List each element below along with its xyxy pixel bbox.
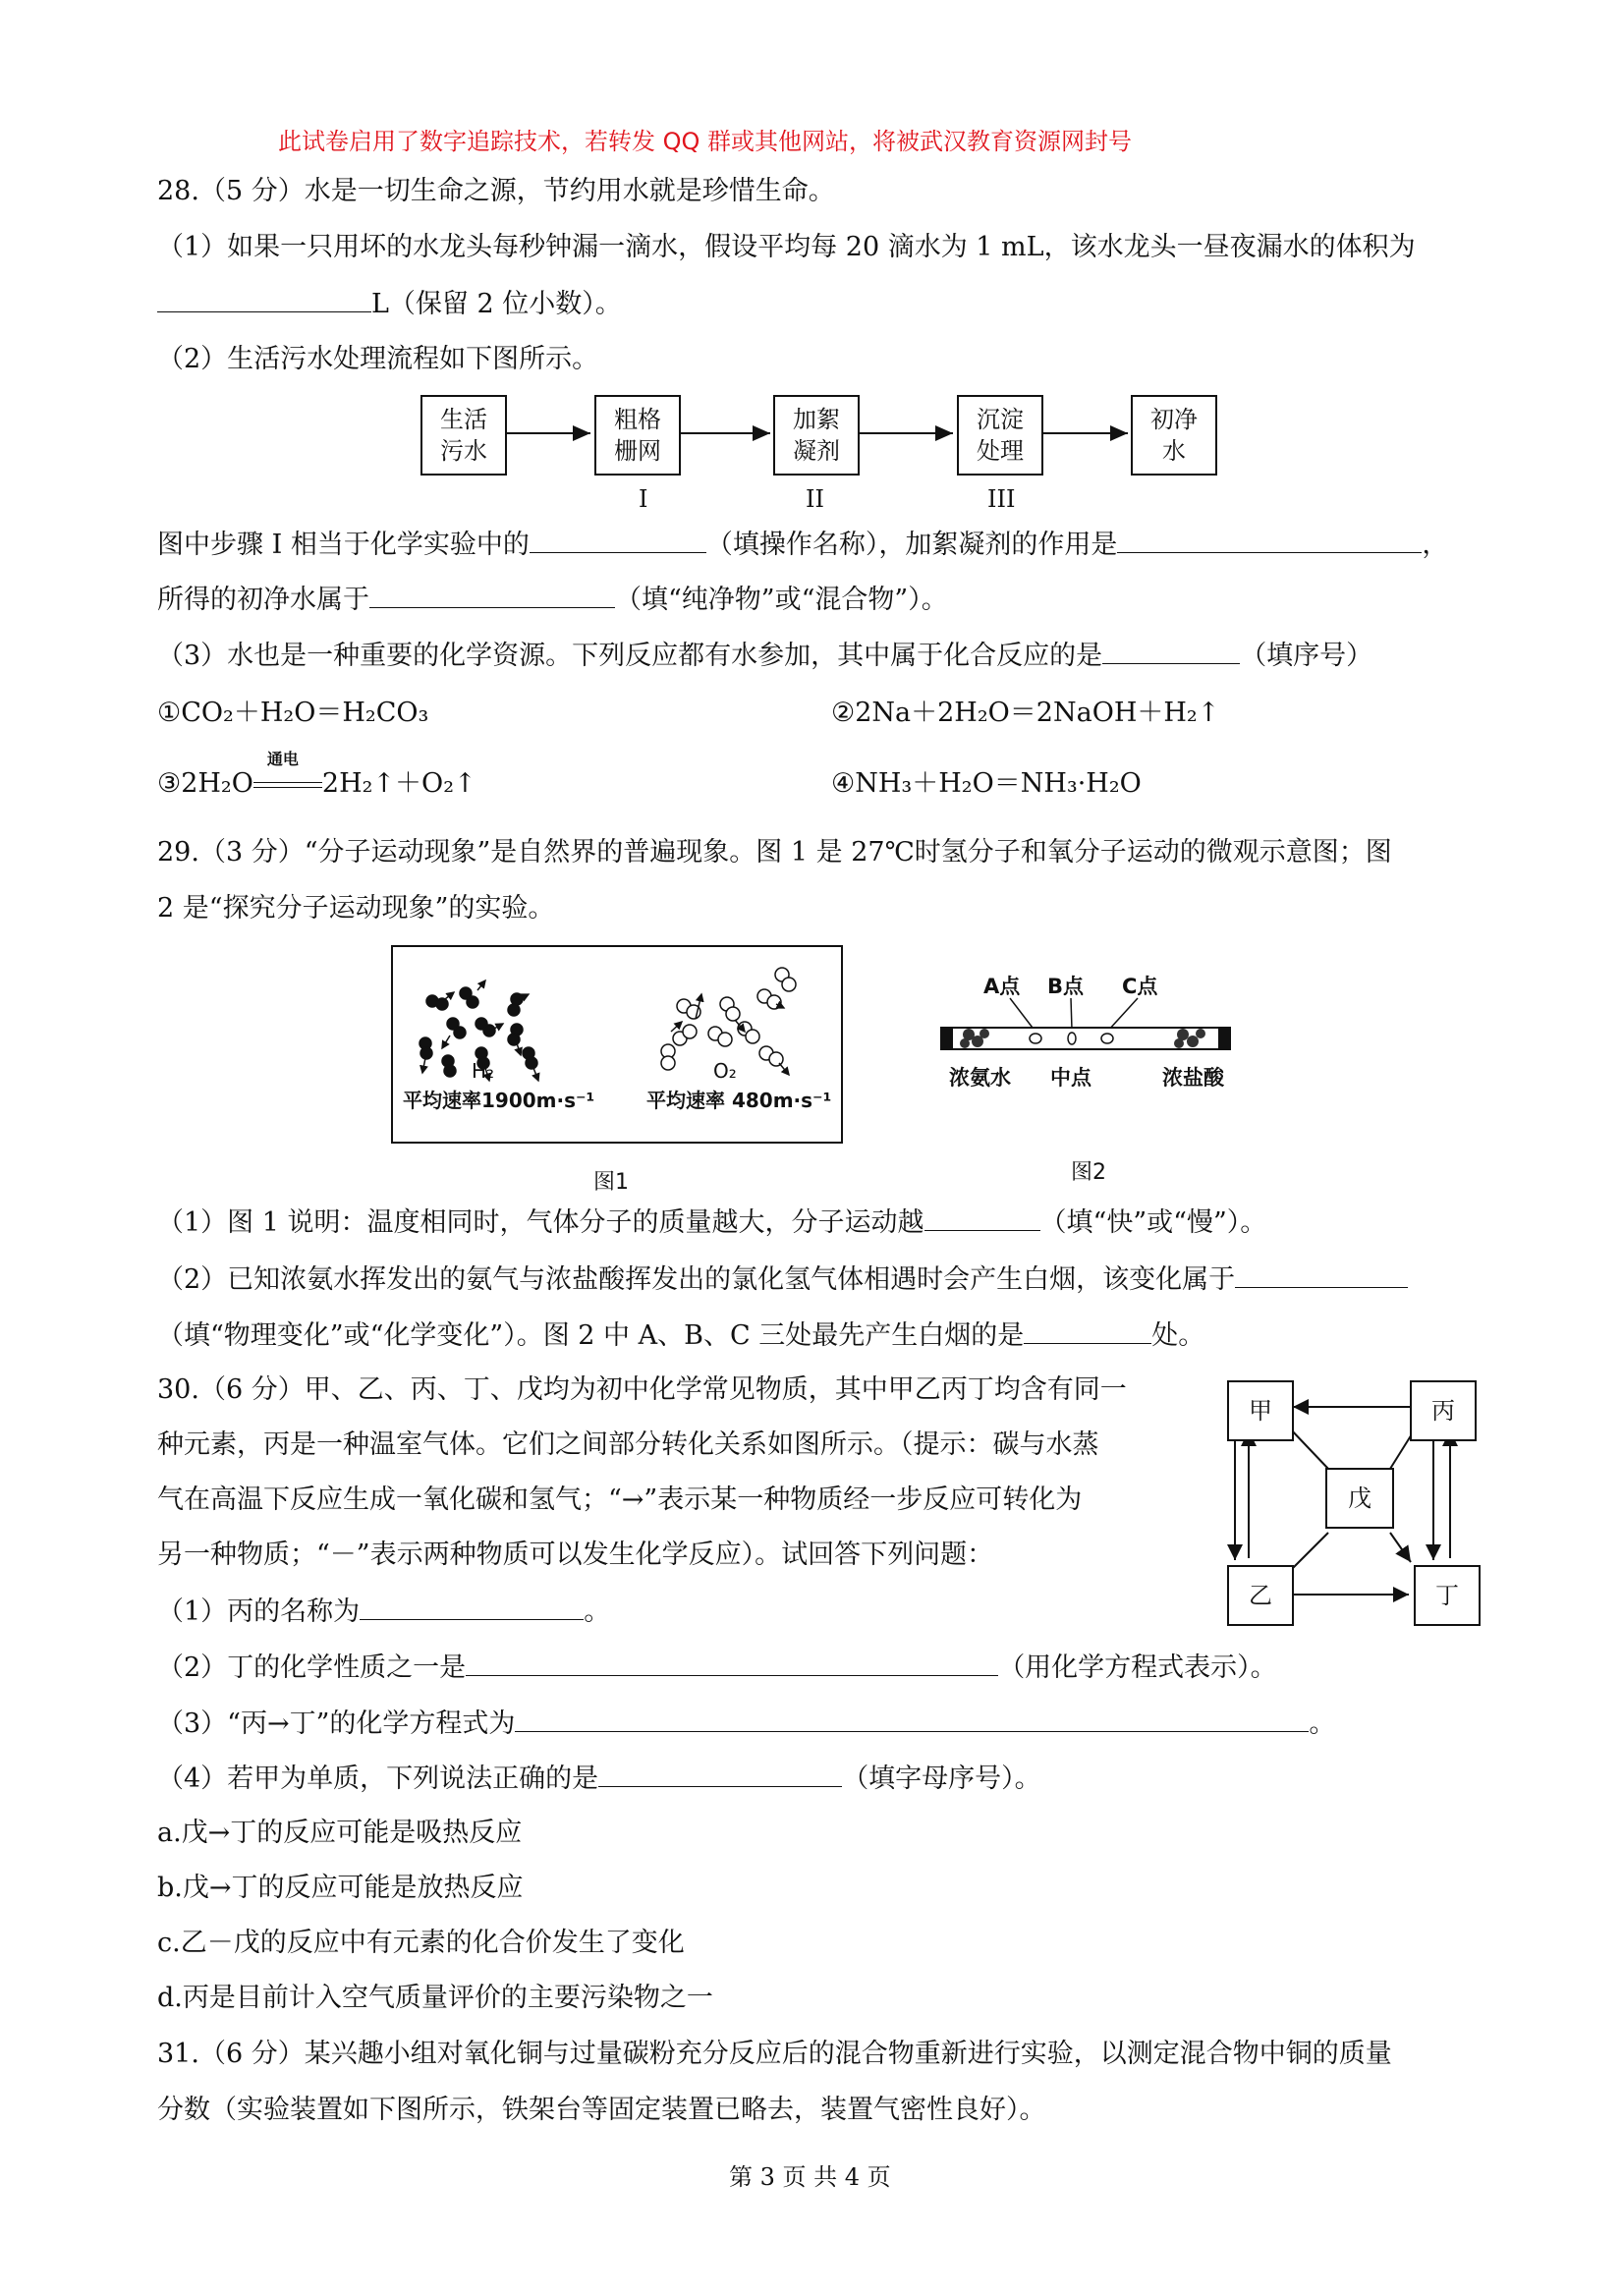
tracking-notice: 此试卷启用了数字追踪技术，若转发 QQ 群或其他网站，将被武汉教育资源网封号 xyxy=(278,128,1133,155)
page-number: 第 3 页 共 4 页 xyxy=(729,2163,891,2191)
q29-title-line1: 29.（3 分）“分子运动现象”是自然界的普遍现象。图 1 是 27℃时氢分子和氧分子运动的微观示意图；图 xyxy=(157,837,1392,868)
figure-1-caption: 图1 xyxy=(593,1170,629,1195)
q30-text-line1: 30.（6 分）甲、乙、丙、丁、戊均为初中化学常见物质，其中甲乙丙丁均含有同一 xyxy=(157,1374,1127,1405)
flow-box-coarse-screen: 粗格 栅网 xyxy=(594,395,681,476)
answer-blank[interactable] xyxy=(515,1706,1309,1732)
step-label-1: I xyxy=(639,485,648,513)
equation-4: ④NH₃＋H₂O＝NH₃·H₂O xyxy=(831,768,1142,799)
q28-part2-text: （2）生活污水处理流程如下图所示。 xyxy=(157,344,599,374)
diffusion-tube-graphic xyxy=(933,992,1238,1071)
q30-text-line3: 气在高温下反应生成一氧化碳和氢气；“→”表示某一种物质经一步反应可转化为 xyxy=(157,1484,1083,1515)
step-label-3: III xyxy=(987,485,1016,513)
answer-blank[interactable] xyxy=(466,1650,998,1676)
h2-label: H₂ xyxy=(472,1059,495,1083)
electrolysis-condition: 通电 xyxy=(253,770,322,800)
equation-2: ②2Na＋2H₂O＝2NaOH＋H₂↑ xyxy=(831,698,1220,728)
q30-option-d: d.丙是目前计入空气质量评价的主要污染物之一 xyxy=(157,1983,713,2013)
answer-blank[interactable] xyxy=(369,582,615,608)
flow-box-sedimentation: 沉淀 处理 xyxy=(957,395,1043,476)
hcl-label: 浓盐酸 xyxy=(1162,1066,1224,1090)
h2-speed-label: 平均速率1900m·s⁻¹ xyxy=(403,1089,595,1112)
figure-2-caption: 图2 xyxy=(1071,1160,1106,1185)
flow-box-flocculant: 加絮 凝剂 xyxy=(773,395,860,476)
midpoint-label: 中点 xyxy=(1050,1066,1091,1090)
answer-blank[interactable] xyxy=(530,527,706,553)
answer-blank[interactable] xyxy=(924,1204,1040,1231)
q28-part2-question: 图中步骤 I 相当于化学实验中的 （填操作名称），加絮凝剂的作用是 ， xyxy=(157,527,1448,563)
o2-label: O₂ xyxy=(713,1059,737,1083)
q31-text-line1: 31.（6 分）某兴趣小组对氧化铜与过量碳粉充分反应后的混合物重新进行实验，以测定混合物中铜的质量 xyxy=(157,2039,1392,2069)
equation-1: ①CO₂＋H₂O＝H₂CO₃ xyxy=(157,698,429,728)
q30-text-line4: 另一种物质；“－”表示两种物质可以发生化学反应）。试回答下列问题： xyxy=(157,1540,994,1570)
q30-part4-question: （4）若甲为单质，下列说法正确的是 （填字母序号）。 xyxy=(157,1761,1041,1797)
point-a-label: A点 xyxy=(983,975,1021,998)
answer-blank[interactable] xyxy=(1235,1261,1408,1288)
q28-part2-question-2: 所得的初净水属于 （填“纯净物”或“混合物”）。 xyxy=(157,582,948,618)
ammonia-label: 浓氨水 xyxy=(949,1066,1011,1090)
q30-part2-question: （2）丁的化学性质之一是 （用化学方程式表示）。 xyxy=(157,1650,1277,1686)
q30-option-b: b.戊→丁的反应可能是放热反应 xyxy=(157,1873,524,1903)
answer-blank[interactable] xyxy=(1102,638,1240,664)
node-yi: 乙 xyxy=(1227,1565,1294,1626)
flow-box-clean-water: 初净 水 xyxy=(1131,395,1217,476)
step-label-2: II xyxy=(806,485,824,513)
q29-part2-question-2: （填“物理变化”或“化学变化”）。图 2 中 A、B、C 三处最先产生白烟的是 处。 xyxy=(157,1317,1204,1354)
answer-blank[interactable] xyxy=(360,1594,584,1620)
q28-title: 28.（5 分）水是一切生命之源，节约用水就是珍惜生命。 xyxy=(157,176,835,206)
equation-3: ③2H₂O 通电 2H₂↑＋O₂↑ xyxy=(157,749,476,799)
q31-text-line2: 分数（实验装置如下图所示，铁架台等固定装置已略去，装置气密性良好）。 xyxy=(157,2095,1046,2125)
q30-part1-question: （1）丙的名称为 。 xyxy=(157,1594,610,1630)
q28-part1-text: （1）如果一只用坏的水龙头每秒钟漏一滴水，假设平均每 20 滴水为 1 mL，该水龙头一昼夜漏水的体积为 xyxy=(157,232,1416,262)
point-c-label: C点 xyxy=(1122,975,1158,998)
node-ding: 丁 xyxy=(1414,1565,1481,1626)
q30-text-line2: 种元素，丙是一种温室气体。它们之间部分转化关系如图所示。（提示：碳与水蒸 xyxy=(157,1429,1099,1460)
point-b-label: B点 xyxy=(1047,975,1085,998)
q30-part3-question: （3）“丙→丁”的化学方程式为 。 xyxy=(157,1706,1335,1742)
node-bing: 丙 xyxy=(1410,1380,1477,1441)
node-jia: 甲 xyxy=(1227,1380,1294,1441)
q29-part1-question: （1）图 1 说明：温度相同时，气体分子的质量越大，分子运动越 （填“快”或“慢”）。 xyxy=(157,1204,1266,1241)
q29-title-line2: 2 是“探究分子运动现象”的实验。 xyxy=(157,893,555,924)
q29-part2-question: （2）已知浓氨水挥发出的氨气与浓盐酸挥发出的氯化氢气体相遇时会产生白烟，该变化属于 xyxy=(157,1261,1408,1298)
q30-option-a: a.戊→丁的反应可能是吸热反应 xyxy=(157,1818,523,1848)
answer-blank[interactable] xyxy=(598,1761,842,1787)
q28-part3-question: （3）水也是一种重要的化学资源。下列反应都有水参加，其中属于化合反应的是 （填序号） xyxy=(157,638,1372,674)
answer-blank[interactable] xyxy=(1024,1317,1151,1344)
flow-box-sewage: 生活 污水 xyxy=(420,395,507,476)
q28-part1-unit: L（保留 2 位小数）。 xyxy=(371,289,622,319)
answer-blank[interactable] xyxy=(1117,527,1422,553)
node-wu: 戊 xyxy=(1325,1468,1394,1529)
q30-option-c: c.乙－戊的反应中有元素的化合价发生了变化 xyxy=(157,1928,685,1958)
o2-speed-label: 平均速率 480m·s⁻¹ xyxy=(646,1089,832,1112)
